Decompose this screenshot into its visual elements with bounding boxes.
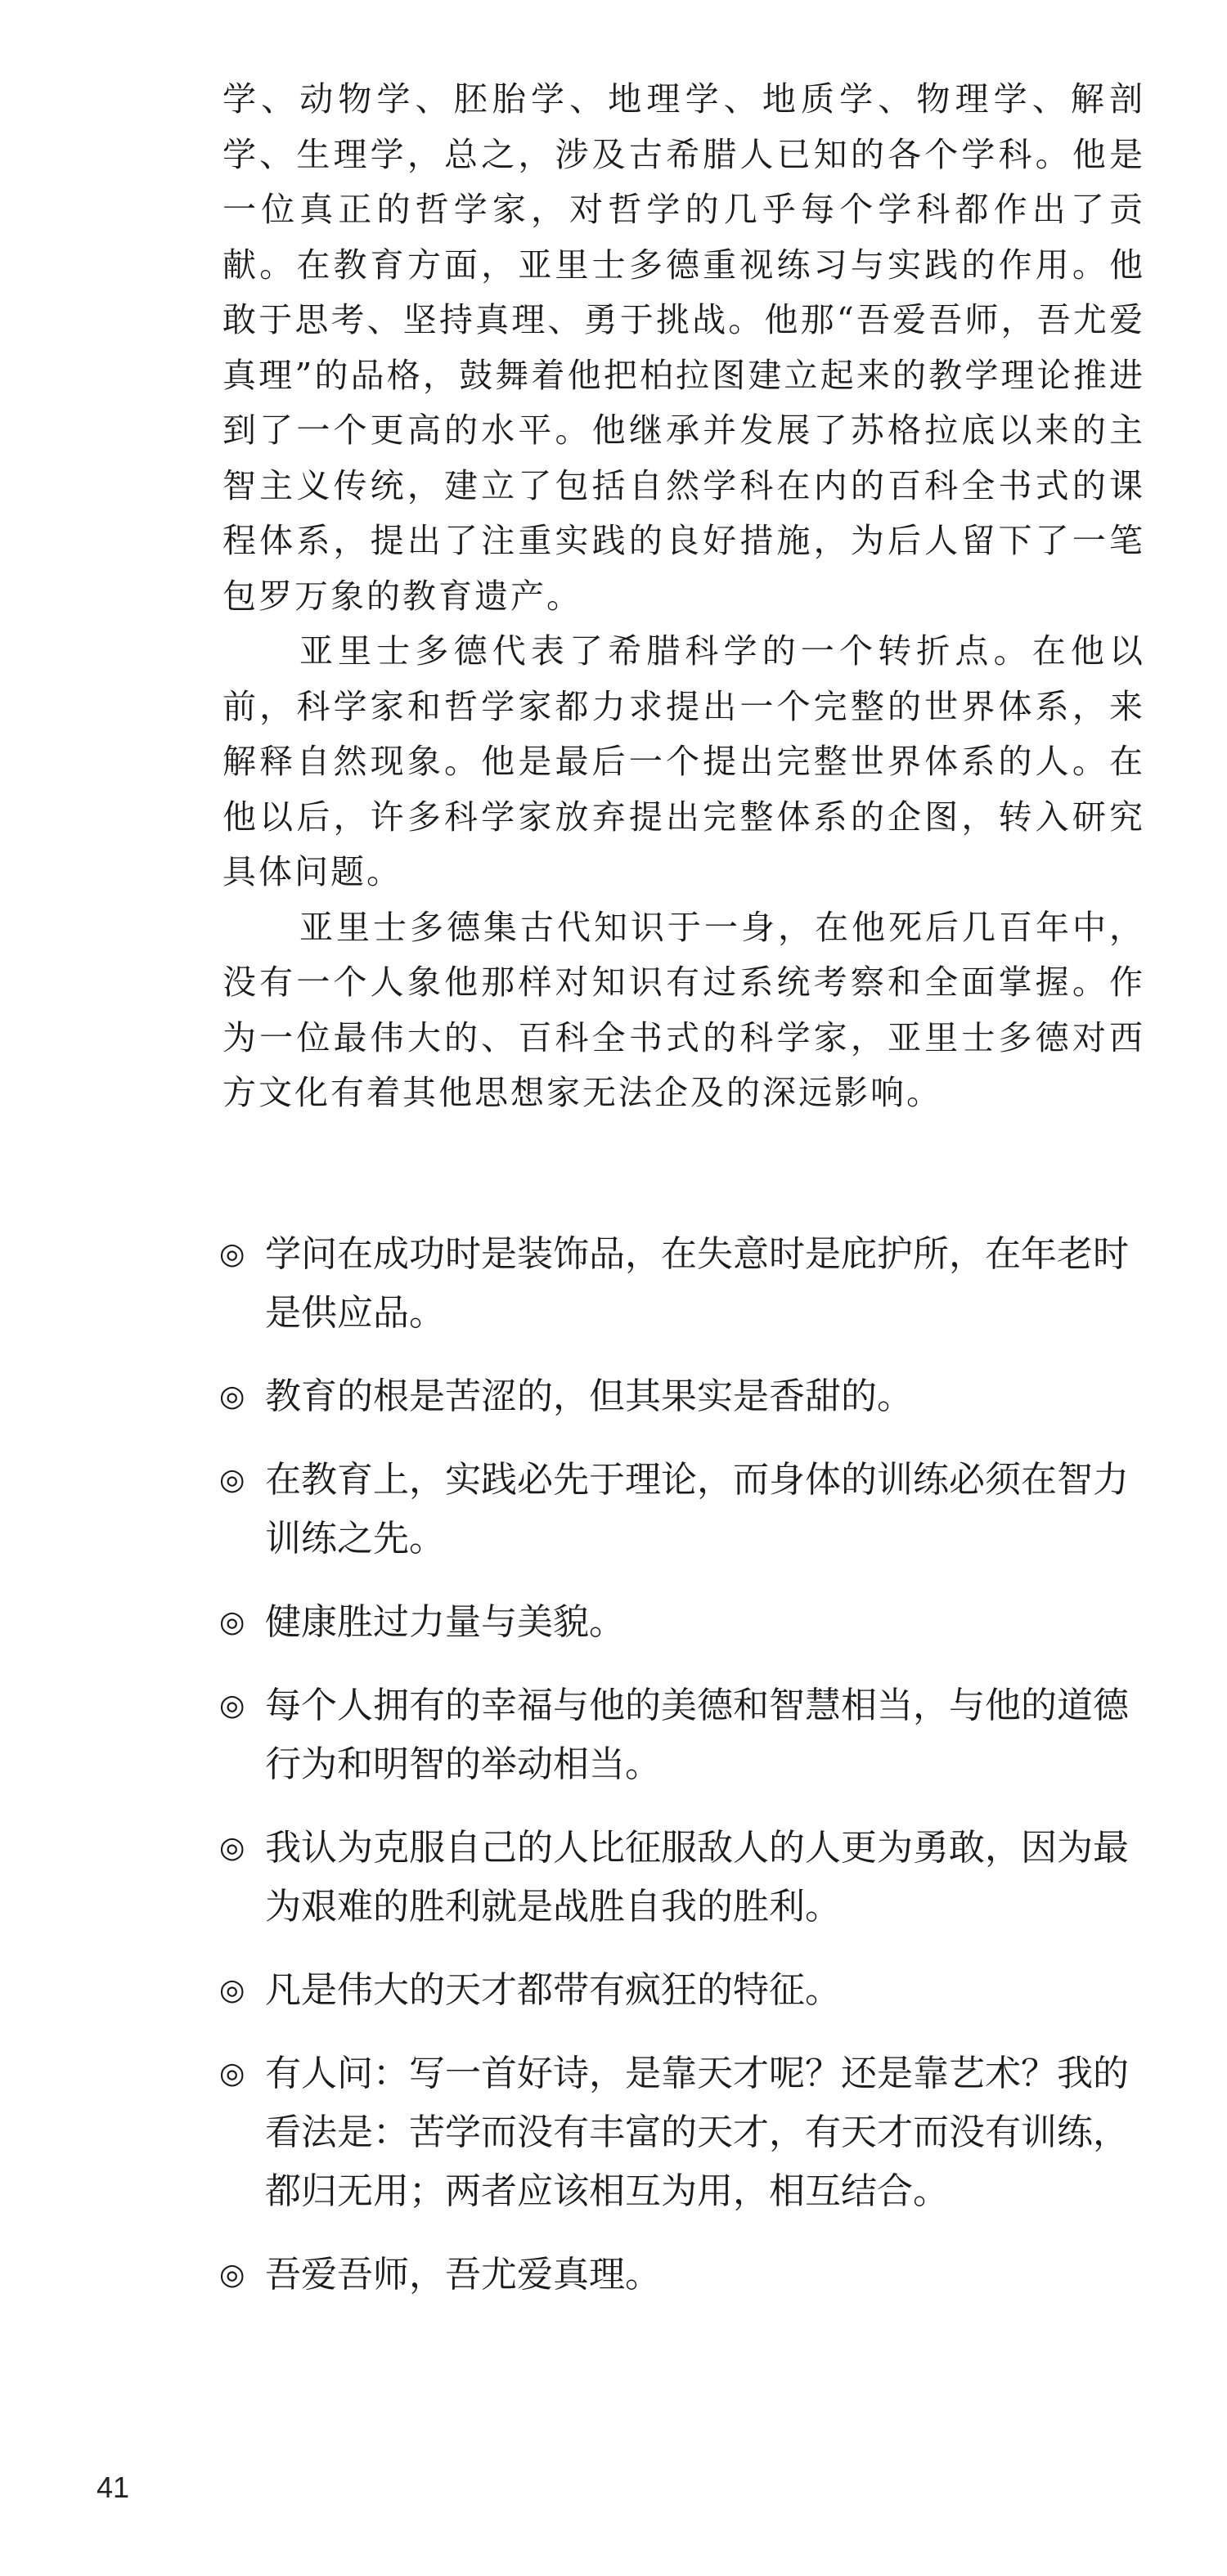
page-number: 41 [97,2471,130,2504]
quote-text: 我认为克服自己的人比征服敌人的人更为勇敢，因为最为艰难的胜利就是战胜自我的胜利。 [265,1827,1129,1928]
quote-text: 在教育上，实践必先于理论，而身体的训练必须在智力训练之先。 [265,1459,1129,1560]
bullet-icon: ◎ [219,1463,245,1497]
bullet-icon: ◎ [219,1605,245,1639]
quote-text: 每个人拥有的幸福与他的美德和智慧相当，与他的道德行为和明智的举动相当。 [265,1685,1129,1785]
quote-item [219,1593,1145,1652]
quote-text: 凡是伟大的天才都带有疯狂的特征。 [265,1969,841,2011]
quote-item [219,1451,1145,1568]
quote-text: 吾爱吾师，吾尤爱真理。 [265,2254,661,2296]
quote-text: 学问在成功时是装饰品，在失意时是庇护所，在年老时是供应品。 [265,1233,1129,1334]
paragraph: 亚里士多德集古代知识于一身，在他死后几百年中，没有一个人象他那样对知识有过系统考察和全面掌握。作为一位最伟大的、百科全书式的科学家，亚里士多德对西方文化有着其他思想家无法企及的深远影响。 [222,907,1145,1112]
quote-item [219,1819,1145,1936]
paragraph: 学、动物学、胚胎学、地理学、地质学、物理学、解剖学、生理学，总之，涉及古希腊人已知的各个学科。他是一位真正的哲学家，对哲学的几乎每个学科都作出了贡献。在教育方面，亚里士多德重视练习与实践的作用。他敢于思考、坚持真理、勇于挑战。他那“吾爱吾师，吾尤爱真理”的品格，鼓舞着他把柏拉图建立起来的教学理论推进到了一个更高的水平。他继承并发展了苏格拉底以来的主智主义传统，建立了包括自然学科在内的百科全书式的课程体系，提出了注重实践的良好措施，为后人留下了一笔包罗万象的教育遗产。 [222,79,1145,616]
bullet-icon: ◎ [219,2258,245,2291]
quote-item [219,1676,1145,1794]
quote-text: 健康胜过力量与美貌。 [265,1601,625,1643]
quote-item [219,2246,1145,2304]
bullet-icon: ◎ [219,1831,245,1865]
bullet-icon: ◎ [219,1380,245,1413]
quote-item [219,1961,1145,2020]
quote-item [219,1367,1145,1426]
bullet-icon: ◎ [219,2057,245,2090]
quote-text: 有人问：写一首好诗，是靠天才呢？还是靠艺术？我的看法是：苦学而没有丰富的天才，有天才而没有训练，都归无用；两者应该相互为用，相互结合。 [265,2053,1129,2212]
quote-list [219,1225,1145,2304]
quote-text: 教育的根是苦涩的，但其果实是香甜的。 [265,1376,913,1417]
bullet-icon: ◎ [219,1973,245,2007]
bullet-icon: ◎ [219,1237,245,1271]
paragraph: 亚里士多德代表了希腊科学的一个转折点。在他以前，科学家和哲学家都力求提出一个完整的世界体系，来解释自然现象。他是最后一个提出完整世界体系的人。在他以后，许多科学家放弃提出完整体系的企图，转入研究具体问题。 [222,631,1145,891]
body-text [222,72,1145,1121]
quote-item [219,1225,1145,1343]
bullet-icon: ◎ [219,1689,245,1722]
quote-item [219,2044,1145,2221]
